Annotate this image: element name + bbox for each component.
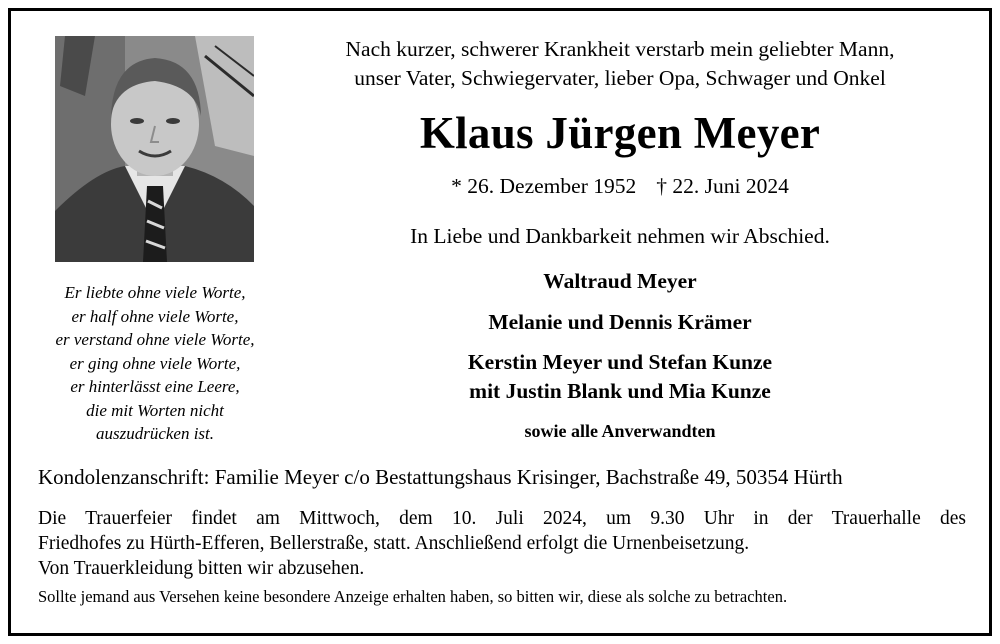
- mourner-name: Melanie und Dennis Krämer: [488, 310, 752, 334]
- service-line-2: Friedhofes zu Hürth-Efferen, Bellerstraße, statt. Anschließend erfolgt die Urnenbeisetzung.: [38, 533, 750, 554]
- condolence-address: Kondolenzanschrift: Familie Meyer c/o Bestattungshaus Krisinger, Bachstraße 49, 50354 Hürth: [38, 465, 843, 489]
- mourner-name: Kerstin Meyer und Stefan Kunze: [467, 350, 773, 374]
- portrait-photo: [55, 36, 254, 262]
- death-date: † 22. Juni 2024: [656, 174, 789, 198]
- notice-note: Sollte jemand aus Versehen keine besondere Anzeige erhalten haben, so bitten wir, diese als solche zu betrachten.: [38, 587, 788, 606]
- birth-date: * 26. Dezember 1952: [451, 174, 637, 198]
- deceased-name: Klaus Jürgen Meyer: [419, 108, 821, 158]
- farewell-text: In Liebe und Dankbarkeit nehmen wir Abschied.: [410, 224, 830, 248]
- portrait-image: [55, 36, 254, 262]
- service-line-1: Die Trauerfeier findet am Mittwoch, dem 10. Juli 2024, um 9.30 Uhr in der Trauerhalle des: [38, 508, 966, 529]
- poem-line: auszudrücken ist.: [95, 424, 215, 443]
- mourner-name: Waltraud Meyer: [543, 269, 697, 293]
- life-dates: [280, 171, 960, 201]
- service-line-3: Von Trauerkleidung bitten wir abzusehen.: [38, 558, 365, 579]
- poem-line: er hinterlässt eine Leere,: [70, 377, 240, 396]
- poem-line: er verstand ohne viele Worte,: [55, 330, 255, 349]
- poem-line: er half ohne viele Worte,: [71, 306, 239, 326]
- poem: [30, 281, 280, 446]
- poem-line: die mit Worten nicht: [86, 400, 224, 420]
- intro-line-2: unser Vater, Schwiegervater, lieber Opa, Schwager und Onkel: [354, 65, 886, 90]
- relatives-text: sowie alle Anverwandten: [524, 421, 716, 441]
- intro-line-1: Nach kurzer, schwerer Krankheit verstarb mein geliebter Mann,: [345, 37, 895, 61]
- poem-line: Er liebte ohne viele Worte,: [64, 283, 246, 302]
- poem-line: er ging ohne viele Worte,: [69, 353, 241, 373]
- service-info: [38, 506, 966, 581]
- intro-text: [280, 35, 960, 92]
- mourner-name: mit Justin Blank und Mia Kunze: [469, 379, 771, 403]
